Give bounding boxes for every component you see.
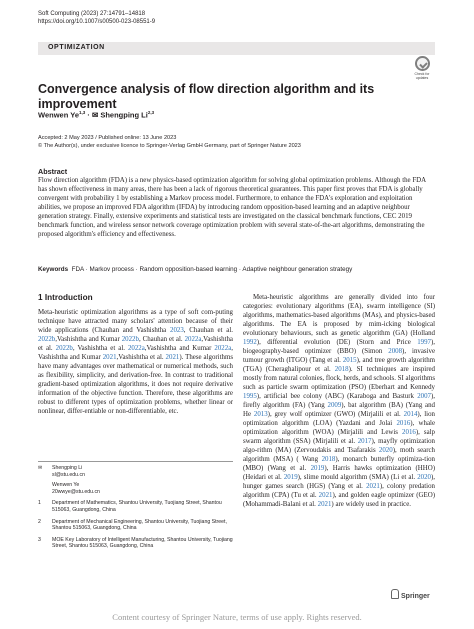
body-text: Meta-heuristic algorithms are generally divided into four categories: evolutionary algorithms (EA), swarm intelligence (SI) algorithms, mathematics-based algorithms (MAs), and physics-based algorithms. The EA is proposed by mim-icking biological evolutionary behaviours, such as genetic algorithm (GA) (Holland — [243, 294, 435, 337]
body-text: Meta-heuristic optimization algorithms as a type of soft com-puting technique have attracted many scholars' attention because of their wide applications (Chauhan and Vashishtha — [38, 309, 233, 334]
citation-link[interactable]: 2016 — [396, 420, 411, 427]
check-for-updates-icon — [415, 56, 430, 71]
check-for-updates-badge[interactable] — [410, 56, 434, 80]
citation-link[interactable]: 2007 — [417, 393, 431, 400]
section-bar — [38, 42, 435, 55]
author-affil-sup: 1,3 — [79, 110, 86, 115]
body-text: ), differential evolution (DE) (Storn and Price — [256, 339, 418, 346]
email-entry — [38, 482, 233, 489]
author-name[interactable]: Wenwen Ye — [38, 110, 79, 120]
citation-link[interactable]: 2017 — [357, 438, 372, 445]
abstract-text: Flow direction algorithm (FDA) is a new physics-based optimization algorithm for solving global optimization problems. Although the FDA has shown effectiveness in many areas, there has been a lack of rigorous theoretical guarantees. This paper first proves that FDA is globally convergent with probability 1 by establishing a Markov process model. Furthermore, to enhance the FDA's exploration and exploitation abilities, we propose an improved FDA algorithm (IFDA) by introducing random opposition-based learning and an adaptive neighbour generation strategy. Finally, extensive experiments and statistical tests are investigated on the classical benchmark functions, CEC 2019 benchmark function, and wireless sensor network coverage optimization problem with several state-of-the-art algorithms, demonstrating the proposed algorithm's efficiency and effectiveness. — [38, 177, 426, 238]
body-text: ), hunger games search (HGS) (Yang et al. — [243, 474, 436, 490]
citation-link[interactable]: 2022a — [184, 336, 202, 343]
citation-link[interactable]: 2015 — [342, 357, 357, 364]
email-entry — [38, 489, 233, 496]
author-name[interactable]: Shengping Li — [100, 110, 148, 120]
springer-horse-icon — [391, 589, 399, 599]
right-column — [243, 293, 435, 509]
body-text: ), invasive tumour growth (ITGO) (Tang et al. — [243, 348, 436, 364]
journal-line: Soft Computing (2023) 27:14791–14818 — [38, 11, 146, 17]
citation-link[interactable]: 2016 — [402, 429, 416, 436]
citation-link[interactable]: 2009 — [327, 402, 342, 409]
affiliation-number: 3 — [38, 536, 41, 543]
body-text: ), and golden eagle optimizer (GEO) (Mohammadi-Balani et al. — [243, 492, 436, 508]
envelope-icon: ✉ — [38, 465, 43, 471]
affiliation-number: 1 — [38, 500, 41, 507]
email-entry — [38, 472, 233, 479]
citation-link[interactable]: 1995 — [243, 393, 257, 400]
body-text: ), colony predation algorithm (CPA) (Tu et al. — [243, 483, 435, 499]
body-text: ), mayfly optimization algo-rithm (MA) (Zervoudakis and Tsafarakis — [243, 438, 435, 454]
body-text: , Vashishtha and Kumar — [38, 345, 233, 361]
body-text: ), salp swarm algorithm (SSA) (Mirjalili et al. — [243, 429, 435, 445]
citation-link[interactable]: 2018 — [334, 366, 349, 373]
body-text: , Chauhan et al. — [183, 327, 233, 334]
body-text: ,Vashishtha et al. — [38, 336, 233, 352]
citation-link[interactable]: 2013 — [253, 411, 268, 418]
body-text: ) are widely used in practice. — [331, 501, 412, 508]
abstract-heading: Abstract — [38, 167, 68, 176]
mail-icon[interactable]: ✉ — [91, 110, 99, 120]
body-text: ), firefly algorithm (FA) (Yang — [243, 393, 435, 409]
citation-link[interactable]: 2022b — [55, 345, 73, 352]
citation-link[interactable]: 2022b — [38, 336, 56, 343]
citation-link[interactable]: 2008 — [388, 348, 403, 355]
check-for-updates-text: Check for updates — [414, 72, 430, 80]
affiliation-text: Department of Mathematics, Shantou University, Tuojiang Street, Shantou 515063, Guangdong, China — [52, 500, 222, 513]
citation-link[interactable]: 2021 — [318, 492, 333, 499]
intro-paragraph-left — [38, 308, 233, 416]
email-name: Wenwen Ye — [52, 482, 80, 489]
affiliation — [38, 537, 233, 550]
publication-dates — [38, 134, 301, 150]
left-column — [38, 308, 233, 416]
body-text: ), moth search algorithm (MSA) ( Wang — [243, 447, 436, 463]
doi-link[interactable]: https://doi.org/10.1007/s00500-023-08551-9 — [38, 19, 156, 25]
citation-link[interactable]: 2018 — [321, 456, 336, 463]
author-separator: · — [85, 110, 92, 120]
section-heading-introduction: 1 Introduction — [38, 293, 93, 302]
body-text: ), and tree growth algorithm (TGA) (Cheraghalipour et al. — [243, 357, 435, 373]
citation-link[interactable]: 2020 — [378, 447, 393, 454]
citation-link[interactable]: 2022a — [127, 345, 145, 352]
body-text: , Vashishtha et al. — [72, 345, 128, 352]
citation-link[interactable]: 2019 — [310, 465, 325, 472]
body-text: ), biogeography-based optimizer (BBO) (Simon — [243, 339, 435, 355]
keywords-label: Keywords — [38, 266, 69, 273]
affiliation — [38, 500, 233, 513]
dates-line: Accepted: 2 May 2023 / Published online: 13 June 2023 — [38, 135, 177, 141]
copyright-line: © The Author(s), under exclusive licence to Springer-Verlag GmbH Germany, part of Springer Nature 2023 — [38, 143, 301, 149]
body-text: ), lion optimization algorithm (LOA) (Yazdani and Jolai — [243, 411, 435, 427]
body-text: ), artificial bee colony (ABC) (Karaboga and Basturk — [256, 393, 418, 400]
citation-link[interactable]: 2014 — [403, 411, 418, 418]
section-label: OPTIMIZATION — [48, 44, 105, 51]
body-text: ,Vashishtha and Kumar — [144, 345, 215, 352]
body-text: ), slime mould algorithm (SMA) (Li et al. — [297, 474, 418, 481]
running-header — [38, 10, 155, 26]
citation-link[interactable]: 2022b — [121, 336, 139, 343]
citation-link[interactable]: 2019 — [283, 474, 298, 481]
body-text: ), grey wolf optimizer (GWO) (Mirjalili et al. — [267, 411, 404, 418]
email-address[interactable]: sl@stu.edu.cn — [52, 471, 85, 478]
courtesy-notice: Content courtesy of Springer Nature, terms of use apply. Rights reserved. — [112, 612, 362, 622]
paper-title: Convergence analysis of flow direction algorithm and its improvement — [38, 82, 375, 111]
affiliation — [38, 519, 233, 532]
body-text: , Chauhan et al. — [138, 336, 185, 343]
email-entry — [38, 465, 233, 472]
keywords-list: FDA · Markov process · Random opposition-based learning · Adaptive neighbour generation strategy — [71, 266, 353, 273]
body-text: ,Vashishtha and Kumar — [55, 336, 122, 343]
citation-link[interactable]: 1992 — [243, 339, 257, 346]
affiliation-text: MOE Key Laboratory of Intelligent Manufacturing, Shantou University, Tuojiang Street, Shantou 515063, Guangdong, China — [52, 536, 233, 550]
body-text: ,Vashishtha et al. — [116, 354, 166, 361]
citation-link[interactable]: 1997 — [417, 339, 431, 346]
intro-paragraph-right — [243, 293, 435, 509]
affiliation-text: Department of Mechanical Engineering, Shantou University, Tuojiang Street, Shantou 515063, Guangdong, China — [52, 518, 227, 532]
body-text: ), monarch butterfly optimiza-tion (MBO) (Wang et al. — [243, 456, 435, 472]
footnote-divider — [38, 461, 233, 462]
author-affil-sup: 2,3 — [147, 110, 155, 115]
body-text: ), Harris hawks optimization (HHO) (Heidari et al. — [243, 465, 435, 481]
citation-link[interactable]: 2020 — [417, 474, 431, 481]
footnotes — [38, 465, 233, 550]
body-text: ). SI techniques are inspired mostly from natural colonies, flock, herds, and schools. SI algorithms such as particle swarm optimization (PSO) (Eberhart and Kennedy — [243, 366, 435, 391]
citation-link[interactable]: 2021 — [366, 483, 380, 490]
citation-link[interactable]: 2021 — [317, 501, 332, 508]
citation-link[interactable]: 2023 — [170, 327, 184, 334]
springer-logo — [391, 589, 430, 600]
body-text: ), bat algorithm (BA) (Yang and He — [243, 402, 435, 418]
body-text: ). These algorithms have many advantages over mathematical or numerical methods, such as flexibility, simplicity, and derivation-free. In contrast to traditional gradient-based optimization algorithms, it does not require derivative information of the objective function. Therefore, these algorithms are robust to different types of optimization problems, whether linear or nonlinear, differ-entiable or non-differentiable, etc. — [38, 354, 234, 415]
body-text: ), whale optimization algorithm (WOA) (Mirjalili and Lewis — [243, 420, 435, 436]
email-name: Shengping Li — [52, 465, 83, 471]
citation-link[interactable]: 2022a — [214, 345, 232, 352]
citation-link[interactable]: 2021 — [165, 354, 180, 361]
affiliation-number: 2 — [38, 518, 41, 525]
author-list — [38, 110, 154, 120]
keywords — [38, 266, 352, 273]
email-address[interactable]: 20wwye@stu.edu.cn — [52, 488, 100, 495]
publisher-name: Springer — [401, 593, 430, 600]
citation-link[interactable]: 2021 — [102, 354, 117, 361]
